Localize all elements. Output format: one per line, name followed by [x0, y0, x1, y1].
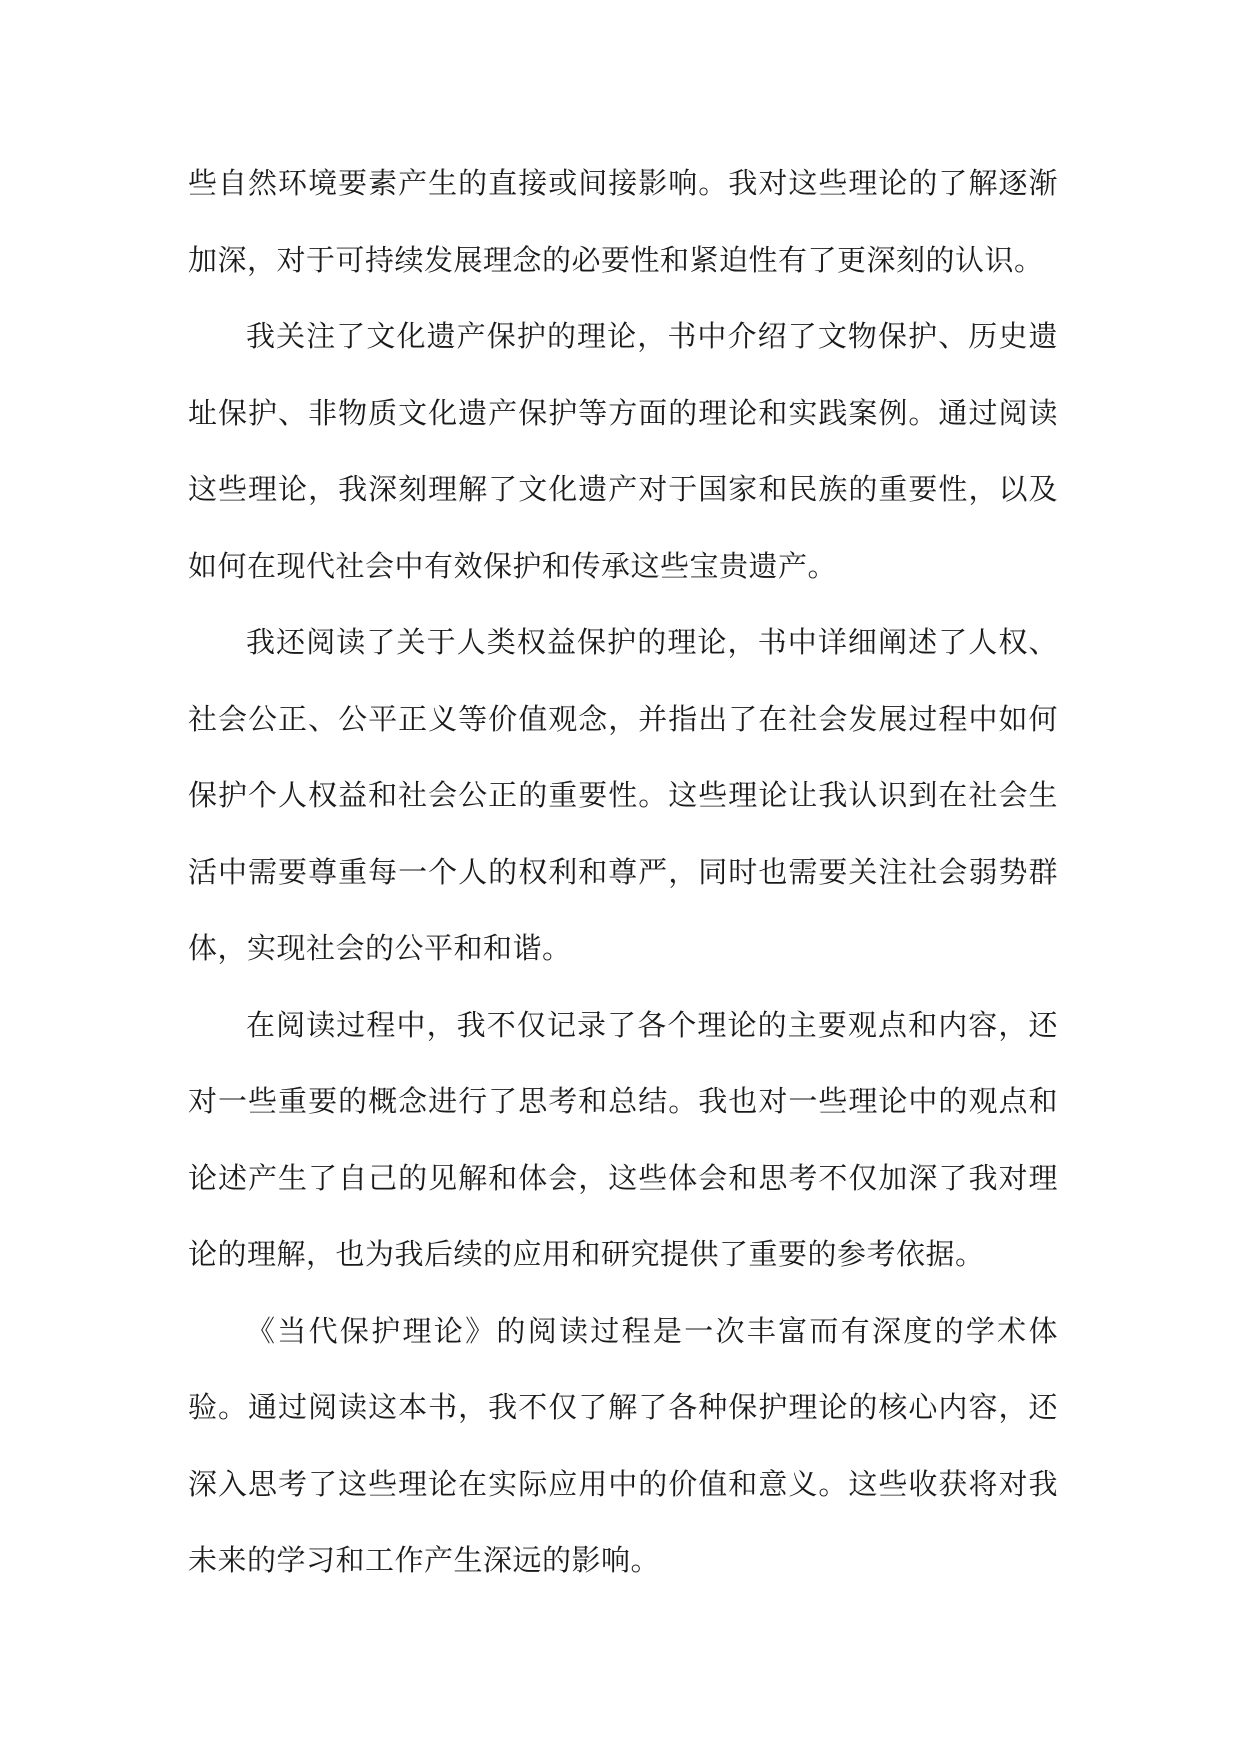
paragraph-5: 《当代保护理论》的阅读过程是一次丰富而有深度的学术体验。通过阅读这本书，我不仅了解了各种保护理论的核心内容，还深入思考了这些理论在实际应用中的价值和意义。这些收获将对我未来的学习和工作产生深远的影响。 [188, 1313, 1058, 1577]
document-body [188, 145, 1058, 1599]
paragraph-2: 我关注了文化遗产保护的理论，书中介绍了文物保护、历史遗址保护、非物质文化遗产保护等方面的理论和实践案例。通过阅读这些理论，我深刻理解了文化遗产对于国家和民族的重要性，以及如何在现代社会中有效保护和传承这些宝贵遗产。 [188, 319, 1058, 583]
paragraph-3: 我还阅读了关于人类权益保护的理论，书中详细阐述了人权、社会公正、公平正义等价值观念，并指出了在社会发展过程中如何保护个人权益和社会公正的重要性。这些理论让我认识到在社会生活中需要尊重每一个人的权利和尊严，同时也需要关注社会弱势群体，实现社会的公平和和谐。 [188, 625, 1058, 965]
paragraph-1: 些自然环境要素产生的直接或间接影响。我对这些理论的了解逐渐加深，对于可持续发展理念的必要性和紧迫性有了更深刻的认识。 [188, 166, 1058, 277]
paragraph-4: 在阅读过程中，我不仅记录了各个理论的主要观点和内容，还对一些重要的概念进行了思考和总结。我也对一些理论中的观点和论述产生了自己的见解和体会，这些体会和思考不仅加深了我对理论的理解，也为我后续的应用和研究提供了重要的参考依据。 [188, 1007, 1058, 1271]
